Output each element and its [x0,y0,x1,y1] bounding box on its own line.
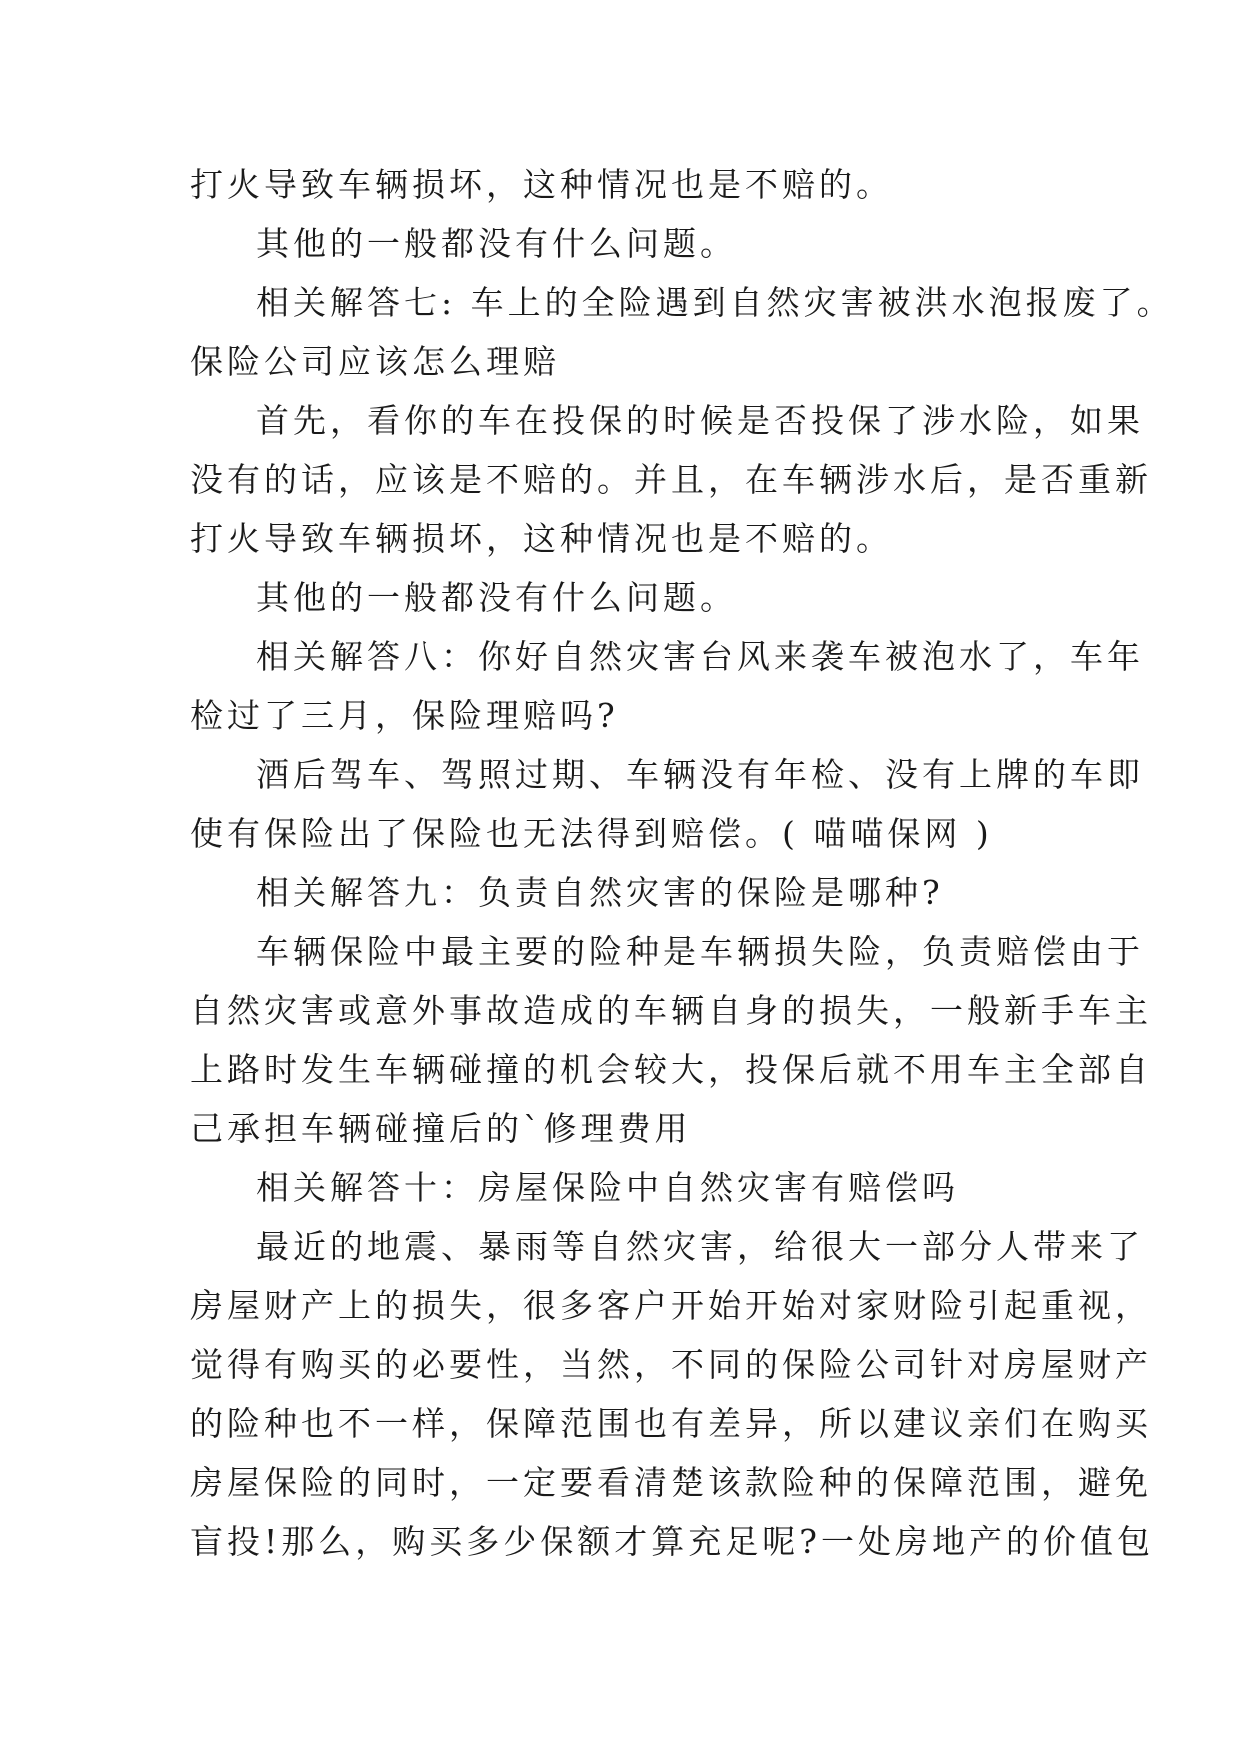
text-line: 检过了三月，保险理赔吗? [190,696,619,735]
text-line: 相关解答十：房屋保险中自然灾害有赔偿吗 [256,1168,959,1207]
text-line: 相关解答七: 车上的全险遇到自然灾害被洪水泡报废了。 [256,283,1174,322]
text-line: 盲投!那么，购买多少保额才算充足呢?一处房地产的价值包 [190,1522,1154,1561]
text-line: 最近的地震、暴雨等自然灾害，给很大一部分人带来了 [256,1227,1144,1266]
text-line: 没有的话，应该是不赔的。并且，在车辆涉水后，是否重新 [190,460,1152,499]
text-line: 首先，看你的车在投保的时候是否投保了涉水险，如果 [256,401,1144,440]
text-line: 保险公司应该怎么理赔 [190,342,560,381]
text-line: 其他的一般都没有什么问题。 [256,224,737,263]
text-line: 使有保险出了保险也无法得到赔偿。( 喵喵保网 ) [190,814,993,853]
text-line: 车辆保险中最主要的险种是车辆损失险，负责赔偿由于 [256,932,1144,971]
text-line: 打火导致车辆损坏，这种情况也是不赔的。 [190,519,893,558]
text-line: 觉得有购买的必要性，当然，不同的保险公司针对房屋财产 [190,1345,1152,1384]
text-line: 打火导致车辆损坏，这种情况也是不赔的。 [190,165,893,204]
text-line: 酒后驾车、驾照过期、车辆没有年检、没有上牌的车即 [256,755,1144,794]
text-line: 房屋保险的同时，一定要看清楚该款险种的保障范围，避免 [190,1463,1152,1502]
text-line: 相关解答九：负责自然灾害的保险是哪种? [256,873,944,912]
text-line: 自然灾害或意外事故造成的车辆自身的损失，一般新手车主 [190,991,1152,1030]
document-body [190,155,1174,1571]
text-line: 其他的一般都没有什么问题。 [256,578,737,617]
text-line: 上路时发生车辆碰撞的机会较大，投保后就不用车主全部自 [190,1050,1152,1089]
text-line: 的险种也不一样，保障范围也有差异，所以建议亲们在购买 [190,1404,1152,1443]
text-line: 房屋财产上的损失，很多客户开始开始对家财险引起重视， [190,1286,1152,1325]
text-line: 己承担车辆碰撞后的`修理费用 [190,1109,692,1148]
text-line: 相关解答八：你好自然灾害台风来袭车被泡水了，车年 [256,637,1144,676]
